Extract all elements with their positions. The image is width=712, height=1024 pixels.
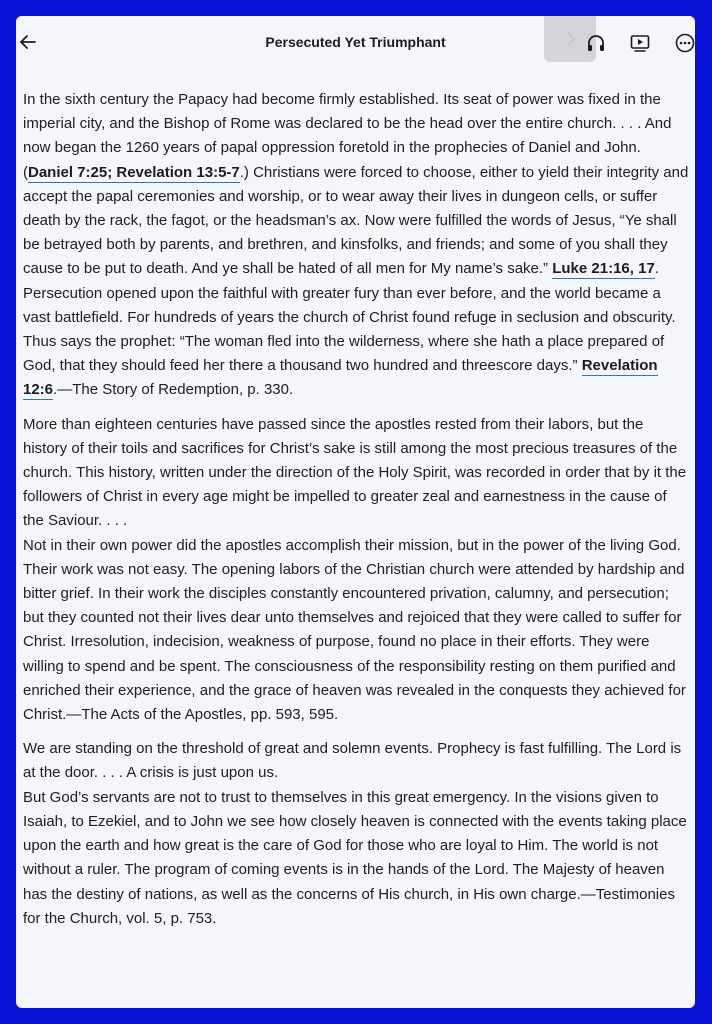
reading-content (23, 88, 689, 931)
chevron-right-icon (562, 30, 580, 48)
paragraph: Not in their own power did the apostles accomplish their mission, but in the power of the living God. Their work was not easy. The opening labors of the Christian church were attended by hardship and bitter grief. In their work the disciples constantly encountered privation, calumny, and persecution; but they counted not their lives dear unto themselves and rejoiced that they were called to suffer for Christ. Irresolution, indecision, weakness of purpose, found no place in their efforts. They were willing to spend and be spent. The consciousness of the responsibility resting on them purified and enriched their experience, and the grace of heaven was revealed in the conquests they achieved for Christ.—The Acts of the Apostles, pp. 593, 595. (23, 536, 686, 724)
reader-window (16, 16, 695, 1008)
paragraph: But God’s servants are not to trust to themselves in this great emergency. In the visions given to Isaiah, to Ezekiel, and to John we see how closely heaven is connected with the events taking place upon the earth and how great is the care of God for those who are loyal to Him. The world is not without a ruler. The program of coming events is in the hands of the Lord. The Majesty of heaven has the destiny of nations, as well as the concerns of His church, in His own charge.—Testimonies for the Church, vol. 5, p. 753. (23, 788, 687, 927)
headphones-icon[interactable] (585, 32, 607, 54)
scripture-link[interactable]: Revelation 12:6 (23, 357, 658, 399)
paragraph: We are standing on the threshold of great and solemn events. Prophecy is fast fulfilling. The Lord is at the door. . . . A crisis is just upon us. (23, 740, 682, 782)
page-title: Persecuted Yet Triumphant (265, 34, 446, 50)
paragraph: More than eighteen centuries have passed since the apostles rested from their labors, but the history of their toils and sacrifices for Christ’s sake is still among the most precious treasures of the church. This history, written under the direction of the Holy Spirit, was recorded in order that by it the followers of Christ in every age might be impelled to greater zeal and earnestness in the cause of the Saviour. . . . (23, 415, 687, 530)
play-video-icon[interactable] (629, 32, 651, 54)
more-icon[interactable] (674, 32, 695, 54)
paragraph: In the sixth century the Papacy had become firmly established. Its seat of power was fixed in the imperial city, and the Bishop of Rome was declared to be the head over the entire church. . . . And now began the 1260 years of papal oppression foretold in the prophecies of Daniel and John. (Daniel 7:25; Revelation 13:5-7.) Christians were forced to choose, either to yield their integrity and accept the papal ceremonies and worship, or to wear away their lives in dungeon cells, or suffer death by the rack, the fagot, or the headsman’s ax. Now were fulfilled the words of Jesus, “Ye shall be betrayed both by parents, and brethren, and kinsfolks, and friends; and some of you shall they cause to be put to death. And ye shall be hated of all men for My name’s sake.” Luke 21:16, 17. Persecution opened upon the faithful with greater fury than ever before, and the world became a vast battlefield. For hundreds of years the church of Christ found refuge in seclusion and obscurity. Thus says the prophet: “The woman fled into the wilderness, where she hath a place prepared of God, that they should feed her there a thousand two hundred and threescore days.” Revelation 12:6.—The Story of Redemption, p. 330. (23, 91, 689, 399)
scripture-link[interactable]: Luke 21:16, 17 (552, 260, 655, 278)
scripture-link[interactable]: Daniel 7:25; Revelation 13:5-7 (28, 163, 240, 181)
top-bar (16, 16, 695, 68)
